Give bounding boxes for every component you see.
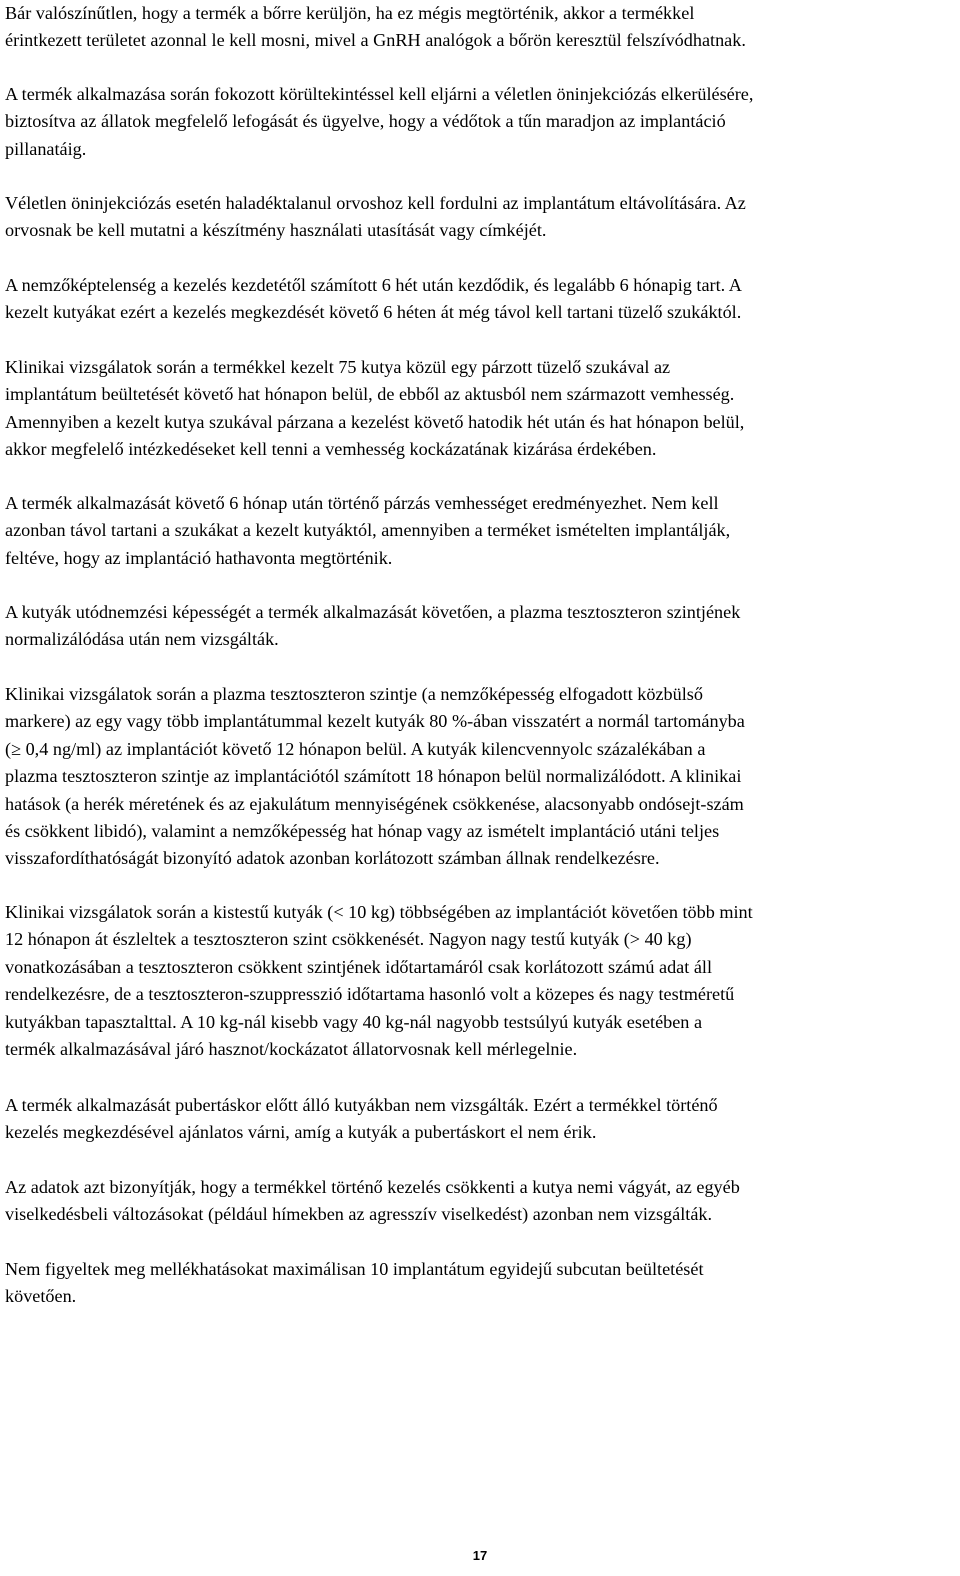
paragraph-clinical-mating: Klinikai vizsgálatok során a termékkel kezelt 75 kutya közül egy párzott tüzelő szukával az implantátum beültetését követő hat hónapon belül, de ebből az aktusból nem származott vemhesség. Amennyiben a kezelt kutya szukával párzana a kezelést követő hatodik hét után és hat hónapon belül, akkor megfelelő intézkedéseket kell tenni a vemhesség kockázatának kizárása érdekében. xyxy=(5,357,745,460)
paragraph-fertility-not-studied: A kutyák utódnemzési képességét a termék alkalmazását követően, a plazma tesztoszteron szintjének normalizálódása után nem vizsgálták. xyxy=(5,602,741,650)
paragraph-accidental-injection: Véletlen öninjekciózás esetén haladéktalanul orvoshoz kell fordulni az implantátum eltávolítására. Az orvosnak be kell mutatni a készítmény használati utasítását vagy címkéjét. xyxy=(5,193,746,241)
page-number: 17 xyxy=(472,1548,488,1563)
paragraph-self-injection-caution: A termék alkalmazása során fokozott körültekintéssel kell eljárni a véletlen öninjekciózás elkerülésére, biztosítva az állatok megfelelő lefogását és ügyelve, hogy a védőtok a tűn maradjon az implantáció pillanatáig. xyxy=(5,84,754,159)
paragraph-skin-contact: Bár valószínűtlen, hogy a termék a bőrre kerüljön, ha ez mégis megtörténik, akkor a termékkel érintkezett területet azonnal le kell mosni, mivel a GnRH analógok a bőrön keresztül felszívódhatnak. xyxy=(5,3,746,51)
paragraph-behaviour: Az adatok azt bizonyítják, hogy a termékkel történő kezelés csökkenti a kutya nemi vágyát, az egyéb viselkedésbeli változásokat (például hímekben az agresszív viselkedést) azonban nem vizsgálták. xyxy=(5,1177,740,1225)
paragraph-side-effects: Nem figyeltek meg mellékhatásokat maximálisan 10 implantátum egyidejű subcutan beültetését követően. xyxy=(5,1259,704,1307)
paragraph-testosterone-recovery: Klinikai vizsgálatok során a plazma tesztoszteron szintje (a nemzőképesség elfogadott közbülső markere) az egy vagy több implantátummal kezelt kutyák 80 %-ában visszatért a normál tartományba (≥ 0,4 ng/ml) az implantációt követő 12 hónapon belül. A kutyák kilencvennyolc százalékában a plazma tesztoszteron szintje az implantációtól számított 18 hónapon belül normalizálódott. A klinikai hatások (a herék méretének és az ejakulátum mennyiségének csökkenése, alacsonyabb ondósejt-szám és csökkent libidó), valamint a nemzőképesség hat hónap vagy az ismételt implantáció utáni teljes visszafordíthatóságát bizonyító adatok azonban korlátozott számban állnak rendelkezésre. xyxy=(5,684,745,869)
paragraph-infertility-onset: A nemzőképtelenség a kezelés kezdetétől számított 6 hét után kezdődik, és legalább 6 hónapig tart. A kezelt kutyákat ezért a kezelés megkezdését követő 6 héten át még távol kell tartani tüzelő szukáktól. xyxy=(5,275,742,323)
paragraph-pregnancy-after-six-months: A termék alkalmazását követő 6 hónap után történő párzás vemhességet eredményezhet. Nem kell azonban távol tartani a szukákat a kezelt kutyáktól, amennyiben a terméket ismételten implantálják, feltéve, hogy az implantáció hathavonta megtörténik. xyxy=(5,493,731,568)
paragraph-dog-size: Klinikai vizsgálatok során a kistestű kutyák (< 10 kg) többségében az implantációt követően több mint 12 hónapon át észleltek a tesztoszteron szint csökkenését. Nagyon nagy testű kutyák (> 40 kg) vonatkozásában a tesztoszteron csökkent szintjének időtartamáról csak korlátozott számú adat áll rendelkezésre, de a tesztoszteron-szuppresszió időtartama hasonló volt a közepes és nagy testméretű kutyákban tapasztalttal. A 10 kg-nál kisebb vagy 40 kg-nál nagyobb testsúlyú kutyák esetében a termék alkalmazásával járó hasznot/kockázatot állatorvosnak kell mérlegelnie. xyxy=(5,902,753,1060)
paragraph-puberty: A termék alkalmazását pubertáskor előtt álló kutyákban nem vizsgálták. Ezért a termékkel történő kezelés megkezdésével ajánlatos várni, amíg a kutyák a pubertáskort el nem érik. xyxy=(5,1095,718,1143)
